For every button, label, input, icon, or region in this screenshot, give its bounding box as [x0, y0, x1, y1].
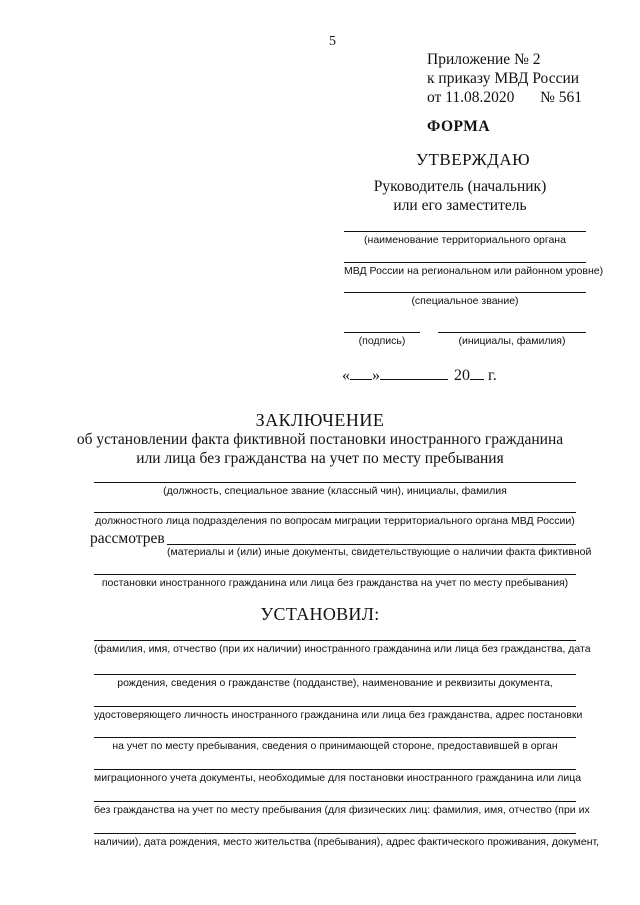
- date-close-quote: »: [372, 367, 380, 384]
- established-line-2[interactable]: [94, 674, 576, 675]
- established-caption-5: миграционного учета документы, необходимые для постановки иностранного гражданина или лица: [94, 772, 582, 784]
- established-line-6[interactable]: [94, 801, 576, 802]
- subtitle-line-2: или лица без гражданства на учет по месту пребывания: [136, 450, 504, 467]
- appendix-line-3: [427, 88, 582, 107]
- approve-heading: УТВЕРЖДАЮ: [416, 150, 531, 169]
- org-name-caption-2: МВД России на региональном или районном уровне): [344, 265, 604, 277]
- date-suffix: г.: [488, 367, 497, 384]
- initials-caption: (инициалы, фамилия): [458, 335, 566, 347]
- materials-line[interactable]: [167, 544, 576, 545]
- materials-caption-1: (материалы и (или) иные документы, свидетельствующие о наличии факта фиктивной: [167, 546, 592, 558]
- approver-role-line-2: или его заместитель: [393, 197, 527, 214]
- date-open-quote: «: [342, 367, 350, 384]
- established-caption-2: рождения, сведения о гражданстве (подданстве), наименование и реквизиты документа,: [117, 677, 553, 689]
- rank-caption: (специальное звание): [411, 295, 519, 307]
- appendix-line-2: к приказу МВД России: [427, 70, 580, 87]
- initials-line[interactable]: [438, 332, 586, 333]
- approver-role-line-1: Руководитель (начальник): [373, 178, 547, 195]
- appendix-line-1: Приложение № 2: [427, 51, 541, 68]
- order-date: от 11.08.2020: [427, 89, 515, 106]
- org-name-line[interactable]: [344, 231, 586, 232]
- document-title: ЗАКЛЮЧЕНИЕ: [255, 410, 385, 430]
- order-number: № 561: [540, 89, 583, 106]
- subtitle-line-1: об установлении факта фиктивной постановки иностранного гражданина: [76, 431, 564, 448]
- officer-caption-2: должностного лица подразделения по вопросам миграции территориального органа МВД России): [95, 515, 575, 527]
- materials-caption-2: постановки иностранного гражданина или лица без гражданства на учет по месту пребывания): [101, 577, 569, 589]
- date-year-prefix: 20: [454, 367, 470, 384]
- established-line-7[interactable]: [94, 833, 576, 834]
- established-line-4[interactable]: [94, 737, 576, 738]
- page-number: 5: [329, 34, 336, 49]
- established-caption-6: без гражданства на учет по месту пребывания (для физических лиц: фамилия, имя, отчество (при их: [94, 804, 590, 816]
- officer-line[interactable]: [94, 482, 576, 483]
- established-caption-7: наличии), дата рождения, место жительства (пребывания), адрес фактического проживания, документ,: [94, 836, 600, 848]
- established-line-5[interactable]: [94, 769, 576, 770]
- materials-line-2[interactable]: [94, 574, 576, 575]
- officer-line-2[interactable]: [94, 512, 576, 513]
- year-field[interactable]: [470, 365, 484, 380]
- approval-date: [342, 365, 497, 385]
- approver-role: [350, 177, 570, 215]
- rank-line[interactable]: [344, 292, 586, 293]
- org-name-line-2[interactable]: [344, 262, 586, 263]
- org-name-caption: (наименование территориального органа: [364, 234, 566, 246]
- established-caption-4: на учет по месту пребывания, сведения о принимающей стороне, предоставившей в орган: [112, 740, 558, 752]
- signature-line[interactable]: [344, 332, 420, 333]
- reviewed-label: рассмотрев: [90, 530, 165, 547]
- document-subtitle: [60, 430, 580, 468]
- officer-caption-1: (должность, специальное звание (классный чин), инициалы, фамилия: [163, 485, 507, 497]
- established-heading: УСТАНОВИЛ:: [260, 604, 380, 624]
- month-field[interactable]: [380, 365, 448, 380]
- appendix-header: [427, 50, 582, 107]
- day-field[interactable]: [350, 365, 372, 380]
- established-caption-3: удостоверяющего личность иностранного гражданина или лица без гражданства, адрес постановки: [94, 709, 583, 721]
- established-caption-1: (фамилия, имя, отчество (при их наличии) иностранного гражданина или лица без гражданства, дата: [94, 643, 591, 655]
- signature-caption: (подпись): [358, 335, 406, 347]
- form-label: ФОРМА: [427, 118, 491, 135]
- established-line-1[interactable]: [94, 640, 576, 641]
- established-line-3[interactable]: [94, 706, 576, 707]
